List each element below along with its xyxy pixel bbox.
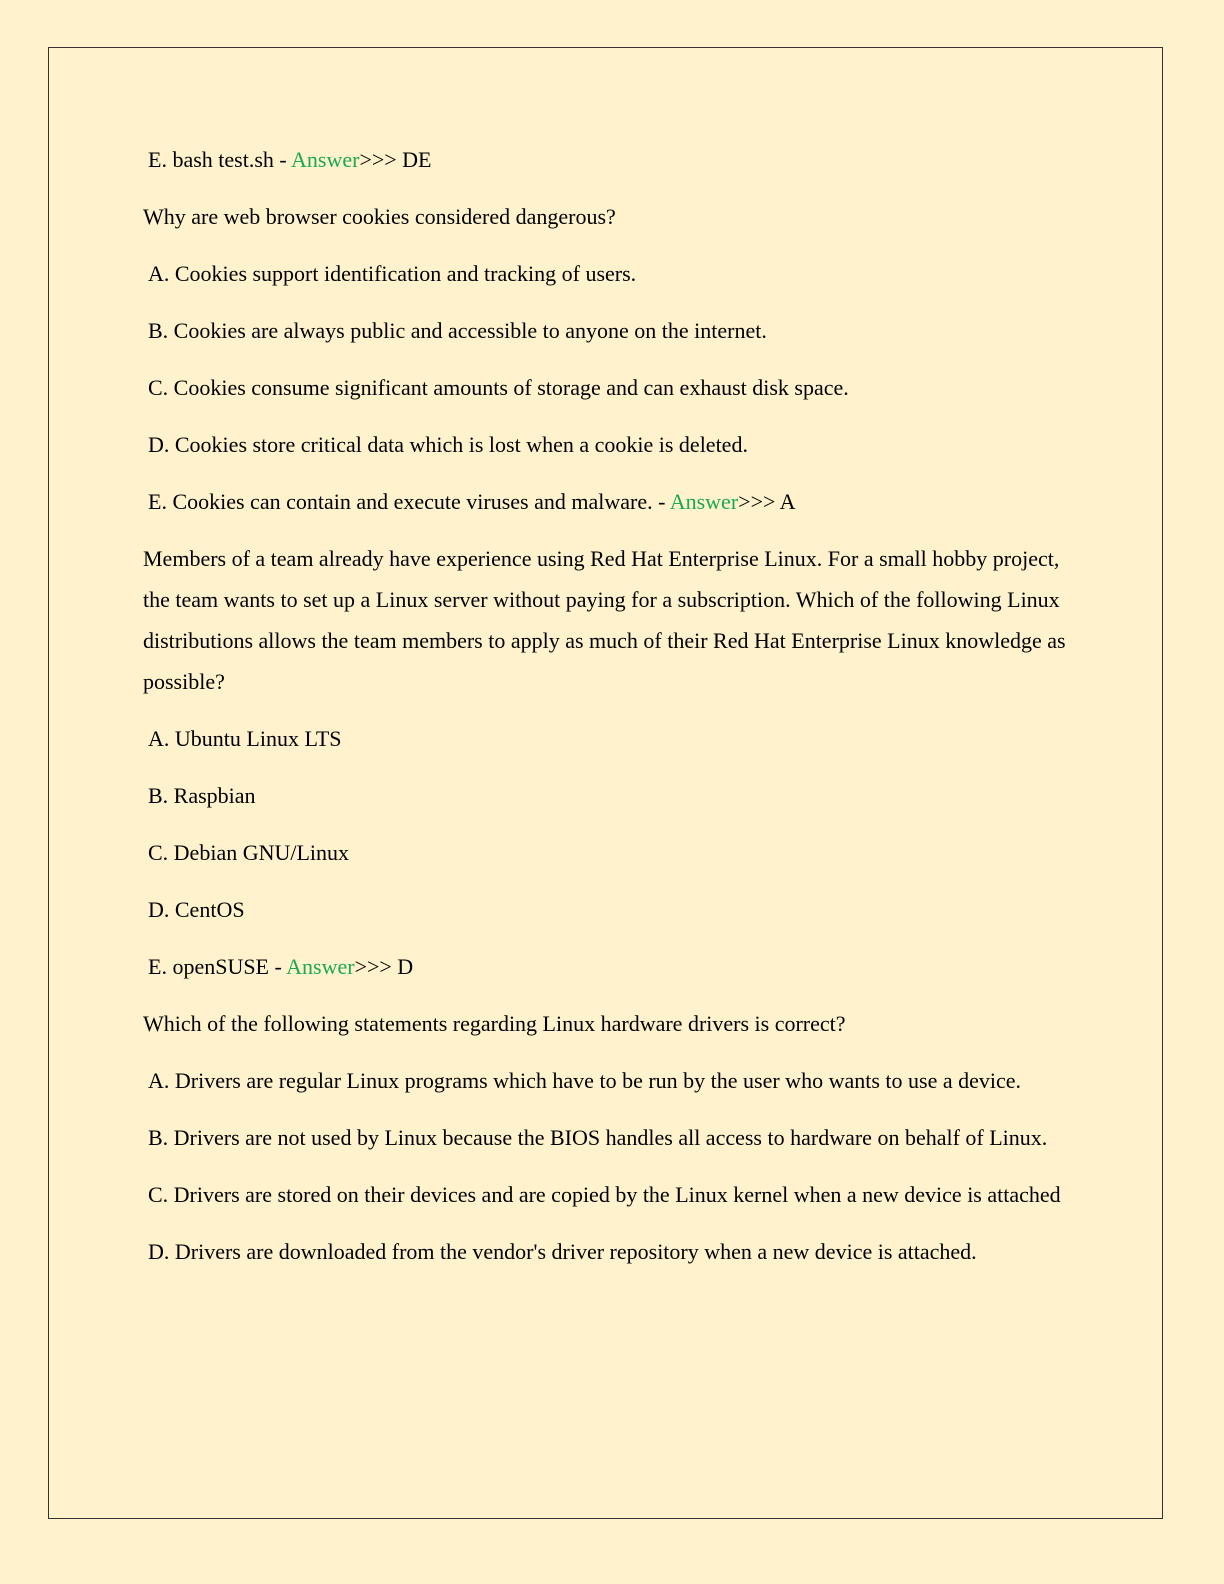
answer-option: B. Drivers are not used by Linux because the BIOS handles all access to hardware on behalf of Linux. [148,1125,1048,1150]
answer-option: C. Debian GNU/Linux [148,840,350,865]
answer-option: E. Cookies can contain and execute viruses and malware. - Answer>>> A [148,489,796,514]
answer-option: A. Ubuntu Linux LTS [148,726,342,751]
answer-option: D. Cookies store critical data which is lost when a cookie is deleted. [148,432,748,457]
answer-value: >>> D [354,954,414,979]
answer-option: D. Drivers are downloaded from the vendor's driver repository when a new device is attached. [148,1239,977,1264]
answer-option: C. Drivers are stored on their devices and are copied by the Linux kernel when a new device is attached [148,1182,1061,1207]
question-text: Members of a team already have experience using Red Hat Enterprise Linux. For a small hobby project, the team wants to set up a Linux server without paying for a subscription. Which of the following Linux distributions allows the team members to apply as much of their Red Hat Enterprise Linux knowledge as possible? [143,546,1066,694]
document-body [143,139,1073,1288]
answer-label: Answer [286,954,355,979]
answer-label: Answer [669,489,739,514]
answer-option: D. CentOS [148,897,245,922]
answer-option: B. Raspbian [148,783,256,808]
answer-option: A. Drivers are regular Linux programs which have to be run by the user who wants to use a device. [148,1068,1022,1093]
answer-option: B. Cookies are always public and accessible to anyone on the internet. [148,318,767,343]
answer-value: >>> DE [359,147,432,172]
question-text: Which of the following statements regarding Linux hardware drivers is correct? [143,1011,846,1036]
answer-value: >>> A [738,489,796,514]
answer-option: A. Cookies support identification and tracking of users. [148,261,637,286]
answer-option: E. openSUSE - Answer>>> D [148,954,414,979]
answer-label: Answer [291,147,360,172]
answer-option: E. bash test.sh - Answer>>> DE [148,147,432,172]
answer-option: C. Cookies consume significant amounts of storage and can exhaust disk space. [148,375,849,400]
question-text: Why are web browser cookies considered dangerous? [143,204,616,229]
